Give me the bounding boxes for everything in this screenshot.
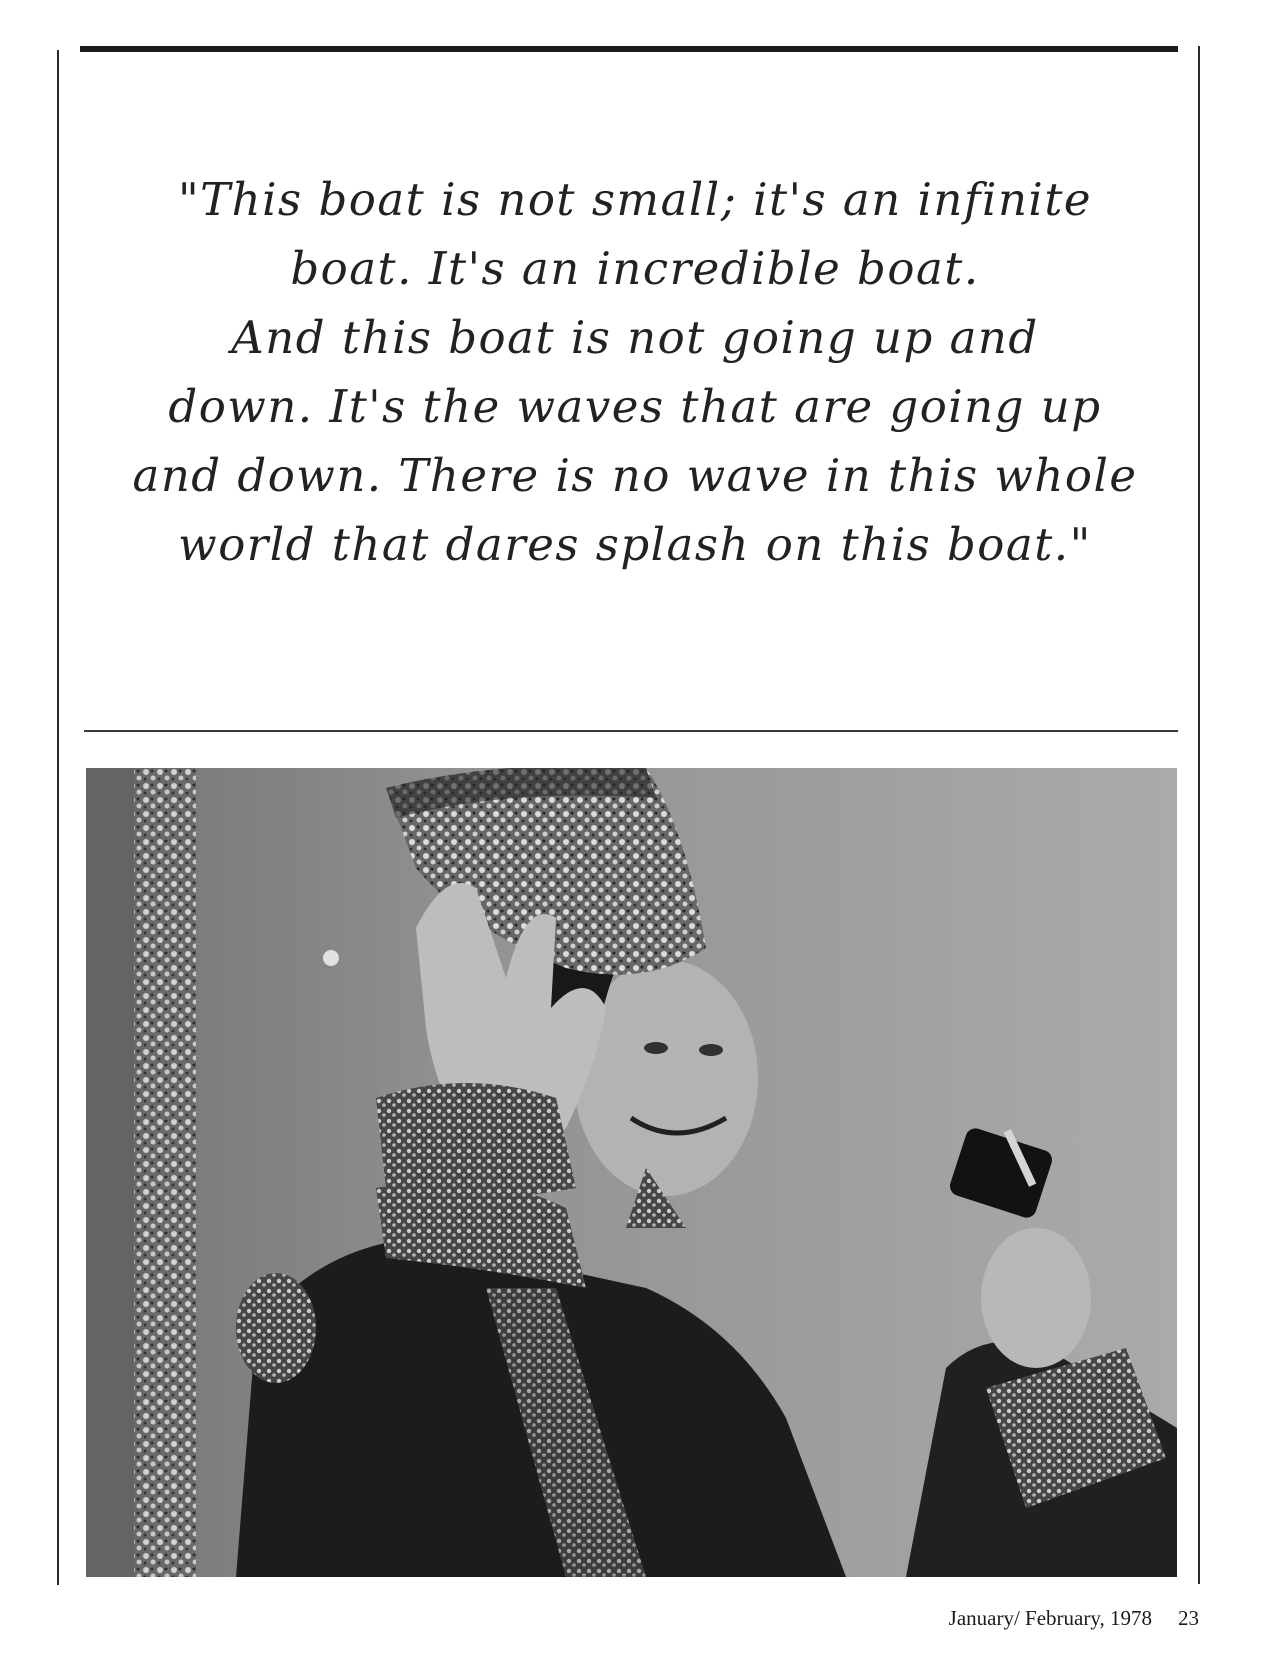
issue-date: January/ February, 1978 [948, 1606, 1152, 1630]
photo-icon [86, 768, 1177, 1577]
pull-quote [90, 165, 1180, 579]
quote-line: boat. It's an incredible boat. [290, 242, 980, 295]
right-border-line [1198, 46, 1200, 1584]
quote-line: "This boat is not small; it's an infinite [177, 173, 1093, 226]
quote-line: world that dares splash on this boat." [178, 518, 1092, 571]
quote-line: down. It's the waves that are going up [168, 380, 1102, 433]
left-border-line [57, 50, 59, 1585]
top-rule [80, 46, 1178, 52]
page-footer [0, 1606, 1276, 1636]
middle-rule [84, 730, 1178, 732]
page-number: 23 [1178, 1606, 1199, 1630]
quote-line: And this boat is not going up and [231, 311, 1039, 364]
quote-line: and down. There is no wave in this whole [132, 449, 1138, 502]
photo [86, 768, 1177, 1577]
